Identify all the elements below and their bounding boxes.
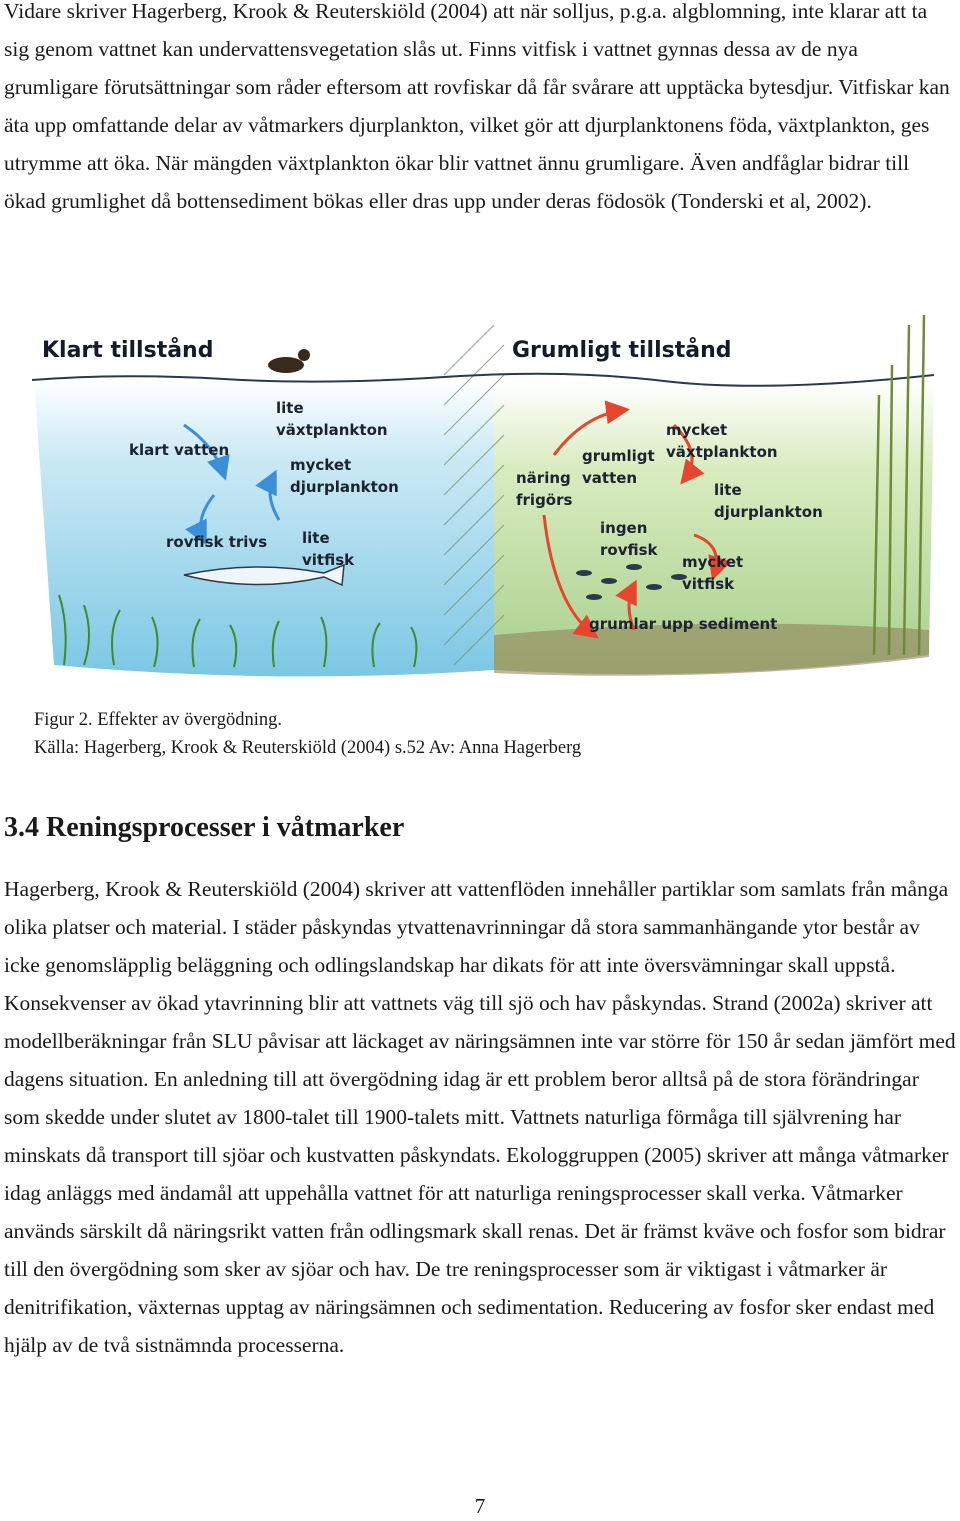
figure-source: Källa: Hagerberg, Krook & Reuterskiöld (2004) s.52 Av: Anna Hagerberg <box>34 738 582 758</box>
label-clear-water: klart vatten <box>129 441 230 459</box>
clear-water-area <box>34 380 494 676</box>
label-little-zoo-2: djurplankton <box>714 503 823 521</box>
label-much-phyto-2: växtplankton <box>666 443 778 461</box>
label-no-predator-1: ingen <box>600 519 648 537</box>
label-predator-thrives: rovfisk trivs <box>166 533 268 551</box>
label-no-predator-2: rovfisk <box>600 541 658 559</box>
label-much-white-1: mycket <box>682 553 744 571</box>
label-little-white-1: lite <box>302 529 330 547</box>
label-much-zoo-2: djurplankton <box>290 478 399 496</box>
label-turbid-2: vatten <box>582 469 638 487</box>
label-little-white-2: vitfisk <box>302 551 355 569</box>
label-stirs-sediment: grumlar upp sediment <box>589 615 778 633</box>
label-little-phyto-2: växtplankton <box>276 421 388 439</box>
figure-caption: Figur 2. Effekter av övergödning. <box>34 710 282 730</box>
intro-paragraph: Vidare skriver Hagerberg, Krook & Reuterskiöld (2004) att när solljus, p.g.a. algblomning, inte klarar att ta sig genom vattnet kan undervattensvegetation slås ut. Finns vitfisk i vattnet gynnas dessa av de nya grumligare förutsättningar som råder eftersom att rovfiskar då får svårare att upptäcka bytesdjur. Vitfiskar kan äta upp omfattande delar av våtmarkers djurplankton, vilket gör att djurplanktonens föda, växtplankton, ges utrymme att öka. När mängden växtplankton ökar blir vattnet ännu grumligare. Även andfåglar bidrar till ökad grumlighet då bottensediment bökas eller dras upp under deras födosök (Tonderski et al, 2002). <box>4 0 950 213</box>
page-number: 7 <box>474 1494 486 1518</box>
right-panel-title: Grumligt tillstånd <box>512 338 732 363</box>
duck-icon <box>268 357 304 373</box>
label-nutrients-2: frigörs <box>516 491 573 509</box>
label-much-white-2: vitfisk <box>682 575 735 593</box>
body-paragraph: Hagerberg, Krook & Reuterskiöld (2004) skriver att vattenflöden innehåller partiklar som samlats från många olika platser och material. I städer påskyndas ytvattenavrinningar då stora sammanhängande ytor består av icke genomsläpplig beläggning och odlingslandskap har dikats för att inte översvämningar skall uppstå. Konsekvenser av ökad ytavrinning blir att vattnets väg till sjö och hav påskyndas. Strand (2002a) skriver att modellberäkningar från SLU påvisar att läckaget av näringsämnen inte var större för 150 år sedan jämfört med dagens situation. En anledning till att övergödning idag är ett problem beror alltså på de stora förändringar som skedde under slutet av 1800-talet till 1900-talets mitt. Vattnets naturliga förmåga till självrening har minskats då transport till sjöar och kustvatten påskyndats. Ekologgruppen (2005) skriver att många våtmarker idag anläggs med ändamål att uppehålla vattnet för att naturliga reningsprocesser skall verka. Våtmarker används särskilt då näringsrikt vatten från odlingsmark skall renas. Det är främst kväve och fosfor som bidrar till den övergödning som sker av sjöar och hav. De tre reningsprocesser som är viktigast i våtmarker är denitrifikation, växternas upptag av näringsämnen och sedimentation. Reducering av fosfor sker endast med hjälp av de två sistnämnda processerna. <box>4 877 956 1357</box>
label-much-phyto-1: mycket <box>666 421 728 439</box>
label-much-zoo-1: mycket <box>290 456 352 474</box>
left-panel-title: Klart tillstånd <box>42 338 214 363</box>
label-turbid-1: grumligt <box>582 447 655 465</box>
eutrophication-figure <box>24 305 944 685</box>
section-heading: 3.4 Reningsprocesser i våtmarker <box>4 812 405 843</box>
duck-head-icon <box>298 349 310 361</box>
label-little-zoo-1: lite <box>714 481 742 499</box>
label-little-phyto-1: lite <box>276 399 304 417</box>
label-nutrients-1: näring <box>516 469 571 487</box>
